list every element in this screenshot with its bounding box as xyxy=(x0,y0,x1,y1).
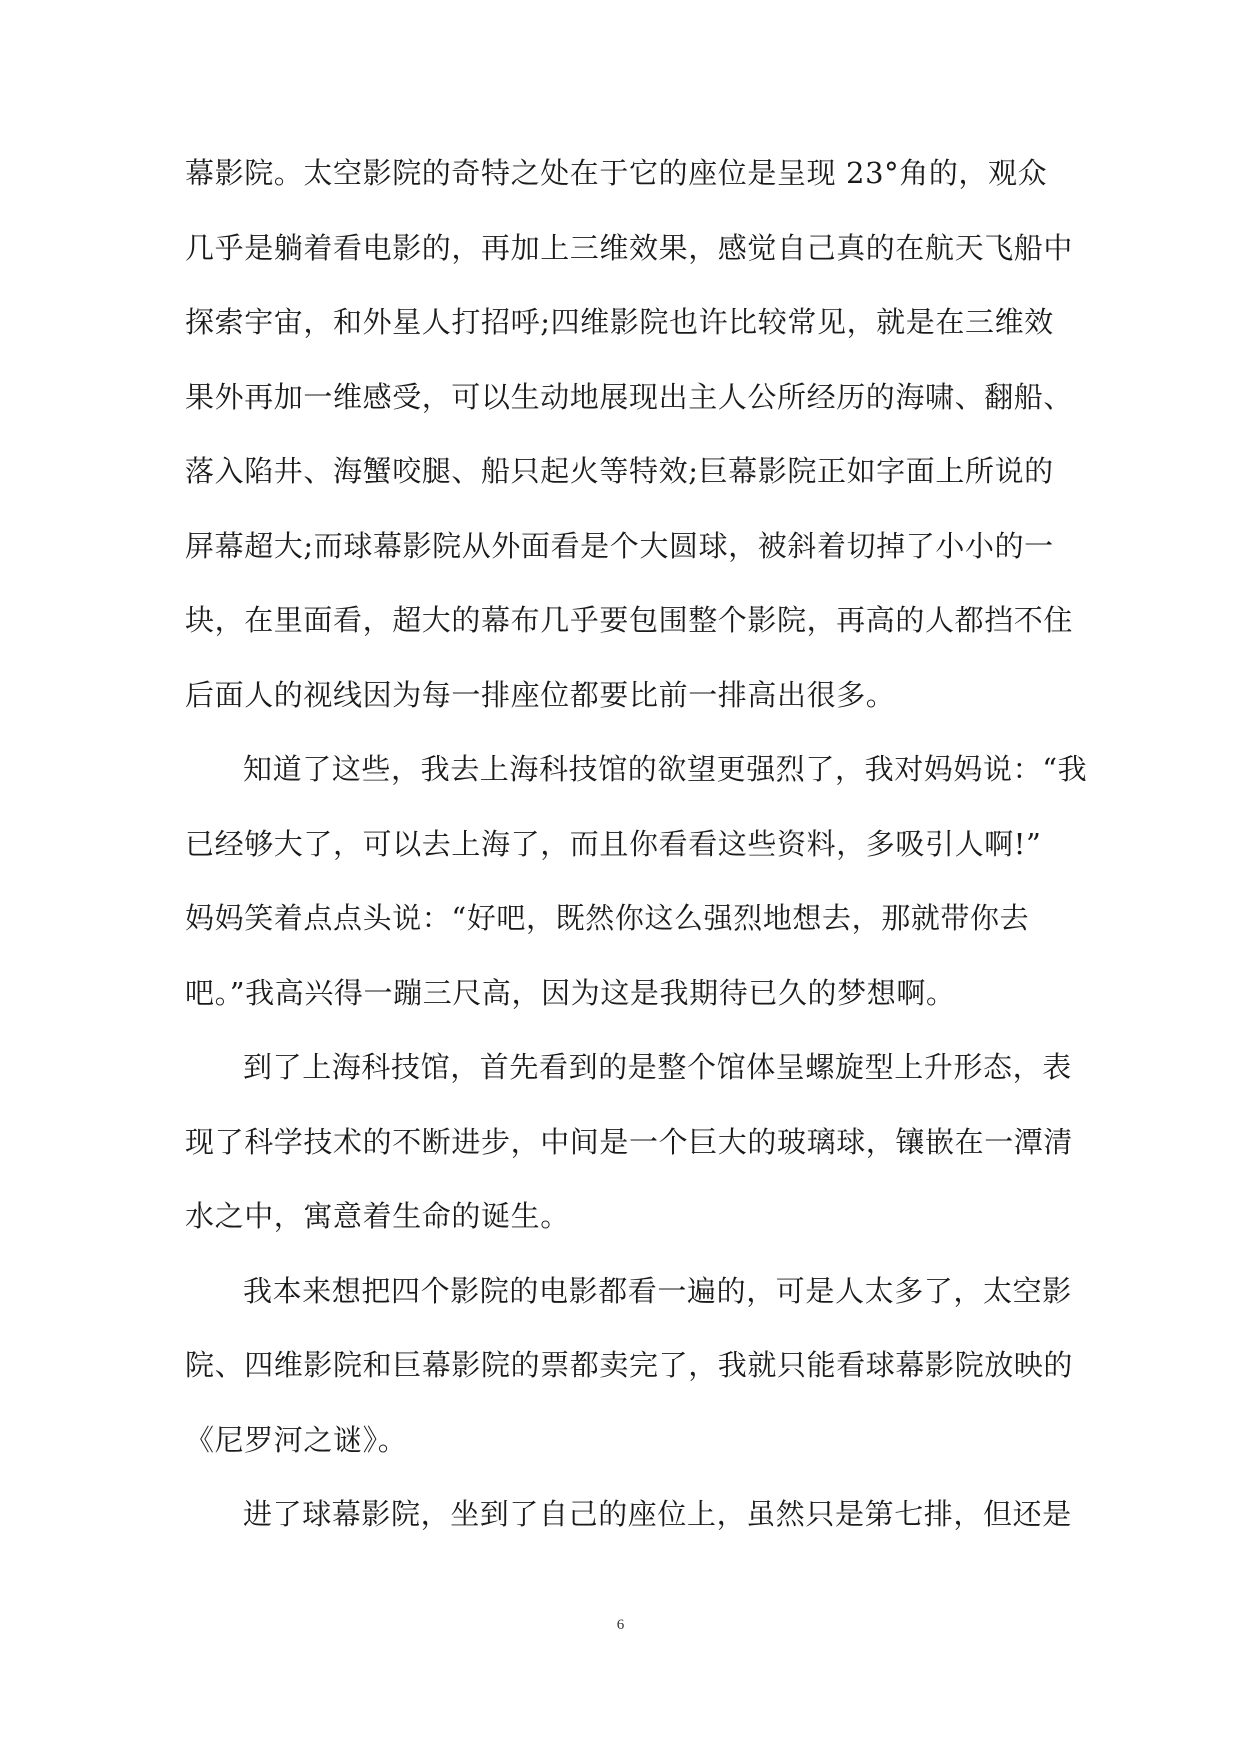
text-line: 块，在里面看，超大的幕布几乎要包围整个影院，再高的人都挡不住 xyxy=(185,603,1074,637)
text-line: 已经够大了，可以去上海了，而且你看看这些资料，多吸引人啊!” xyxy=(185,826,1042,861)
text-line: 现了科学技术的不断进步，中间是一个巨大的玻璃球，镶嵌在一潭清 xyxy=(185,1124,1074,1159)
page-number: 6 xyxy=(616,1617,625,1633)
text-line: 探索宇宙，和外星人打招呼;四维影院也许比较常见，就是在三维效 xyxy=(185,305,1054,339)
body-text xyxy=(185,142,1088,1558)
text-line: 吧。”我高兴得一蹦三尺高，因为这是我期待已久的梦想啊。 xyxy=(185,975,956,1010)
text-line: 几乎是躺着看电影的，再加上三维效果，感觉自己真的在航天飞船中 xyxy=(185,230,1074,265)
paragraph-start-line: 我本来想把四个影院的电影都看一遍的，可是人太多了，太空影 xyxy=(243,1273,1072,1308)
paragraph-start-line: 到了上海科技馆，首先看到的是整个馆体呈螺旋型上升形态，表 xyxy=(243,1050,1072,1084)
text-line: 《尼罗河之谜》。 xyxy=(185,1422,408,1457)
paragraph-start-line: 知道了这些，我去上海科技馆的欲望更强烈了，我对妈妈说：“我 xyxy=(243,752,1088,786)
text-line: 妈妈笑着点点头说：“好吧，既然你这么强烈地想去，那就带你去 xyxy=(185,901,1030,935)
text-line: 水之中，寓意着生命的诞生。 xyxy=(185,1199,570,1233)
text-line: 果外再加一维感受，可以生动地展现出主人公所经历的海啸、翻船、 xyxy=(185,379,1074,414)
text-line: 院、四维影院和巨幕影院的票都卖完了，我就只能看球幕影院放映的 xyxy=(185,1348,1074,1382)
text-line: 后面人的视线因为每一排座位都要比前一排高出很多。 xyxy=(185,677,896,712)
text-line: 幕影院。太空影院的奇特之处在于它的座位是呈现 23°角的，观众 xyxy=(185,156,1048,190)
paragraph-start-line: 进了球幕影院，坐到了自己的座位上，虽然只是第七排，但还是 xyxy=(243,1497,1072,1531)
text-line: 落入陷井、海蟹咬腿、船只起火等特效;巨幕影院正如字面上所说的 xyxy=(185,454,1054,488)
text-line: 屏幕超大;而球幕影院从外面看是个大圆球，被斜着切掉了小小的一 xyxy=(185,528,1054,563)
